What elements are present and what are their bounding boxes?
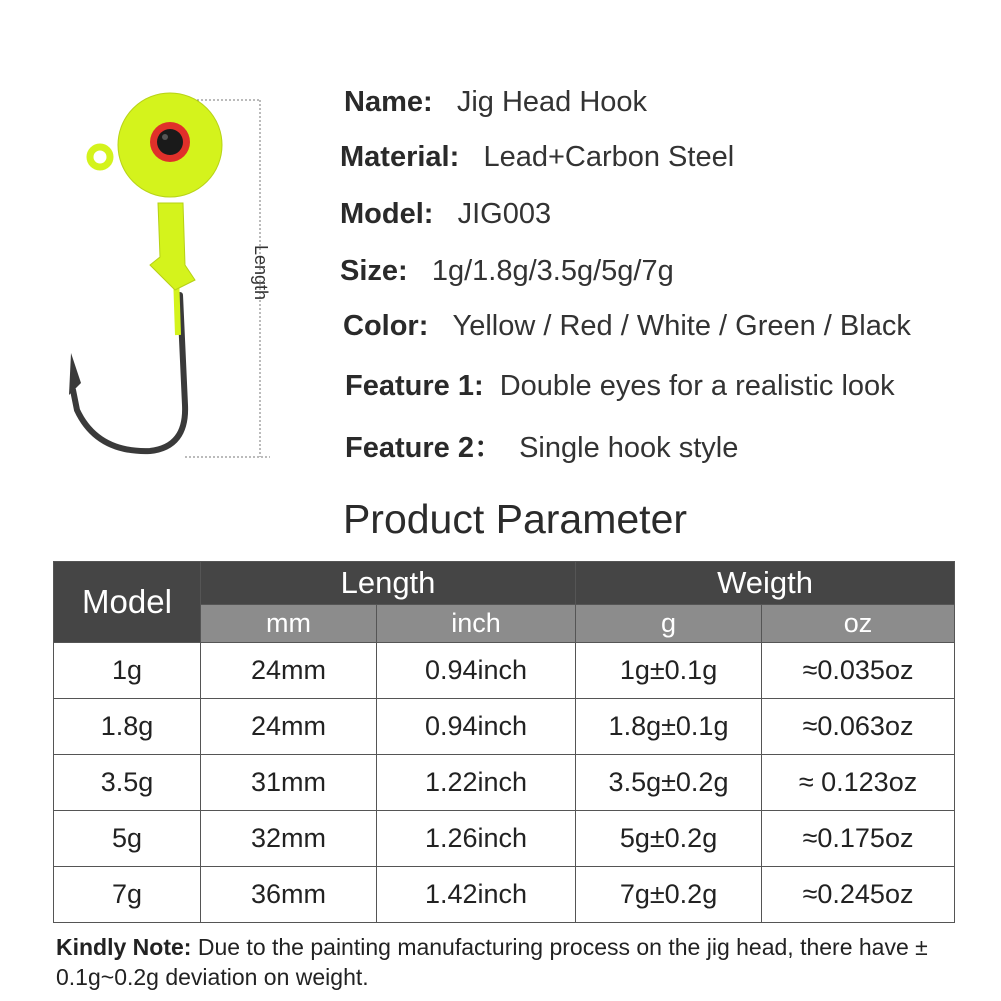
spec-value: Double eyes for a realistic look: [499, 370, 895, 402]
cell-inch: 1.42inch: [377, 867, 576, 923]
cell-mm: 24mm: [201, 643, 377, 699]
spec-value: Yellow / Red / White / Green / Black: [452, 310, 911, 342]
spec-key: Feature 2：: [345, 432, 503, 464]
spec-key: Name:: [344, 86, 433, 118]
cell-model: 1.8g: [54, 699, 201, 755]
subheader-mm: mm: [201, 605, 377, 643]
section-title: Product Parameter: [342, 496, 688, 542]
header-weight: Weigth: [576, 562, 955, 605]
spec-value: 1g/1.8g/3.5g/5g/7g: [431, 255, 674, 287]
cell-g: 3.5g±0.2g: [576, 755, 762, 811]
subheader-g: g: [576, 605, 762, 643]
table-row: [54, 699, 955, 755]
spec-model: [340, 198, 551, 231]
spec-key: Feature 1:: [345, 370, 484, 402]
spec-feature-1: [345, 370, 895, 403]
cell-mm: 24mm: [201, 699, 377, 755]
cell-g: 7g±0.2g: [576, 867, 762, 923]
spec-value: Single hook style: [519, 432, 739, 464]
cell-mm: 36mm: [201, 867, 377, 923]
spec-size: [340, 255, 674, 288]
cell-g: 1.8g±0.1g: [576, 699, 762, 755]
spec-key: Size:: [340, 255, 408, 287]
cell-oz: ≈0.175oz: [762, 811, 955, 867]
cell-model: 7g: [54, 867, 201, 923]
kindly-note: [56, 932, 956, 992]
cell-model: 3.5g: [54, 755, 201, 811]
spec-material: [340, 141, 734, 174]
spec-key: Model:: [340, 198, 434, 230]
cell-oz: ≈0.035oz: [762, 643, 955, 699]
spec-value: Lead+Carbon Steel: [483, 141, 735, 173]
subheader-oz: oz: [762, 605, 955, 643]
spec-value: Jig Head Hook: [456, 86, 648, 118]
table-row: [54, 755, 955, 811]
cell-oz: ≈ 0.123oz: [762, 755, 955, 811]
spec-value: JIG003: [457, 198, 552, 230]
cell-inch: 0.94inch: [377, 643, 576, 699]
cell-oz: ≈0.063oz: [762, 699, 955, 755]
cell-g: 1g±0.1g: [576, 643, 762, 699]
cell-inch: 1.26inch: [377, 811, 576, 867]
table-row: [54, 643, 955, 699]
spec-feature-2: [345, 425, 738, 466]
table-row: [54, 811, 955, 867]
cell-mm: 32mm: [201, 811, 377, 867]
table-row: [54, 867, 955, 923]
cell-inch: 1.22inch: [377, 755, 576, 811]
cell-mm: 31mm: [201, 755, 377, 811]
cell-model: 5g: [54, 811, 201, 867]
spec-color: [343, 310, 911, 343]
note-text: Due to the painting manufacturing process on the jig head, there have ± 0.1g~0.2g deviation on weight.: [56, 934, 928, 990]
spec-key: Material:: [340, 141, 460, 173]
note-label: Kindly Note:: [56, 934, 192, 960]
spec-key: Color:: [343, 310, 429, 342]
length-dimension-label: Length: [251, 245, 271, 301]
header-model: Model: [54, 562, 201, 643]
subheader-inch: inch: [377, 605, 576, 643]
header-length: Length: [201, 562, 576, 605]
cell-g: 5g±0.2g: [576, 811, 762, 867]
parameter-table: [53, 561, 955, 923]
cell-model: 1g: [54, 643, 201, 699]
cell-oz: ≈0.245oz: [762, 867, 955, 923]
cell-inch: 0.94inch: [377, 699, 576, 755]
spec-name: [344, 86, 647, 119]
